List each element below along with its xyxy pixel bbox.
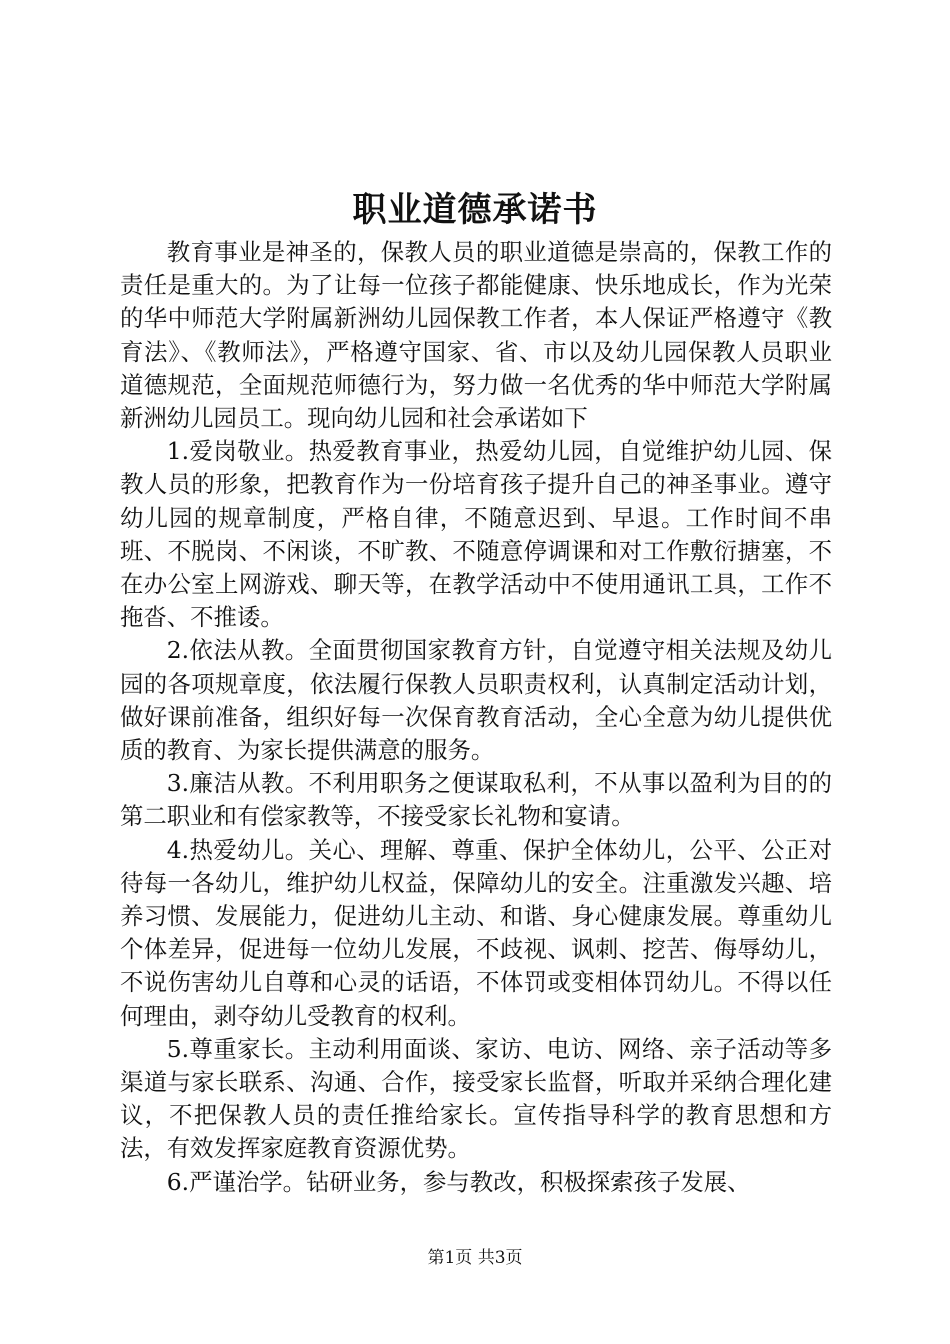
document-title: 职业道德承诺书 [352,190,598,230]
paragraph-item-2: 2.依法从教。全面贯彻国家教育方针，自觉遵守相关法规及幼儿园的各项规章度，依法履行保教人员职责权利，认真制定活动计划，做好课前准备，组织好每一次保育教育活动，全心全意为幼儿提供优质的教育、为家长提供满意的服务。 [120,636,832,765]
paragraph-item-1: 1.爱岗敬业。热爱教育事业，热爱幼儿园，自觉维护幼儿园、保教人员的形象，把教育作为一份培育孩子提升自己的神圣事业。遵守幼儿园的规章制度，严格自律，不随意迟到、早退。工作时间不串班、不脱岗、不闲谈，不旷教、不随意停调课和对工作敷衍搪塞，不在办公室上网游戏、聊天等，在教学活动中不使用通讯工具，工作不拖沓、不推诿。 [120,437,832,632]
document-body [120,236,832,1199]
paragraph-item-6: 6.严谨治学。钻研业务，参与教改，积极探索孩子发展、 [166,1167,751,1196]
paragraph-item-4: 4.热爱幼儿。关心、理解、尊重、保护全体幼儿，公平、公正对待每一各幼儿，维护幼儿权益，保障幼儿的安全。注重激发兴趣、培养习惯、发展能力，促进幼儿主动、和谐、身心健康发展。尊重幼儿个体差异，促进每一位幼儿发展，不歧视、讽刺、挖苦、侮辱幼儿，不说伤害幼儿自尊和心灵的话语，不体罚或变相体罚幼儿。不得以任何理由，剥夺幼儿受教育的权利。 [120,835,832,1030]
paragraph-intro: 教育事业是神圣的，保教人员的职业道德是崇高的，保教工作的责任是重大的。为了让每一位孩子都能健康、快乐地成长，作为光荣的华中师范大学附属新洲幼儿园保教工作者，本人保证严格遵守《教育法》、《教师法》，严格遵守国家、省、市以及幼儿园保教人员职业道德规范，全面规范师德行为，努力做一名优秀的华中师范大学附属新洲幼儿园员工。现向幼儿园和社会承诺如下 [120,238,832,433]
paragraph-item-5: 5.尊重家长。主动利用面谈、家访、电访、网络、亲子活动等多渠道与家长联系、沟通、合作，接受家长监督，听取并采纳合理化建议，不把保教人员的责任推给家长。宣传指导科学的教育思想和方法，有效发挥家庭教育资源优势。 [120,1034,832,1163]
page-number-footer: 第1页 共3页 [427,1248,523,1268]
paragraph-item-3: 3.廉洁从教。不利用职务之便谋取私利，不从事以盈利为目的的第二职业和有偿家教等，不接受家长礼物和宴请。 [120,769,832,831]
